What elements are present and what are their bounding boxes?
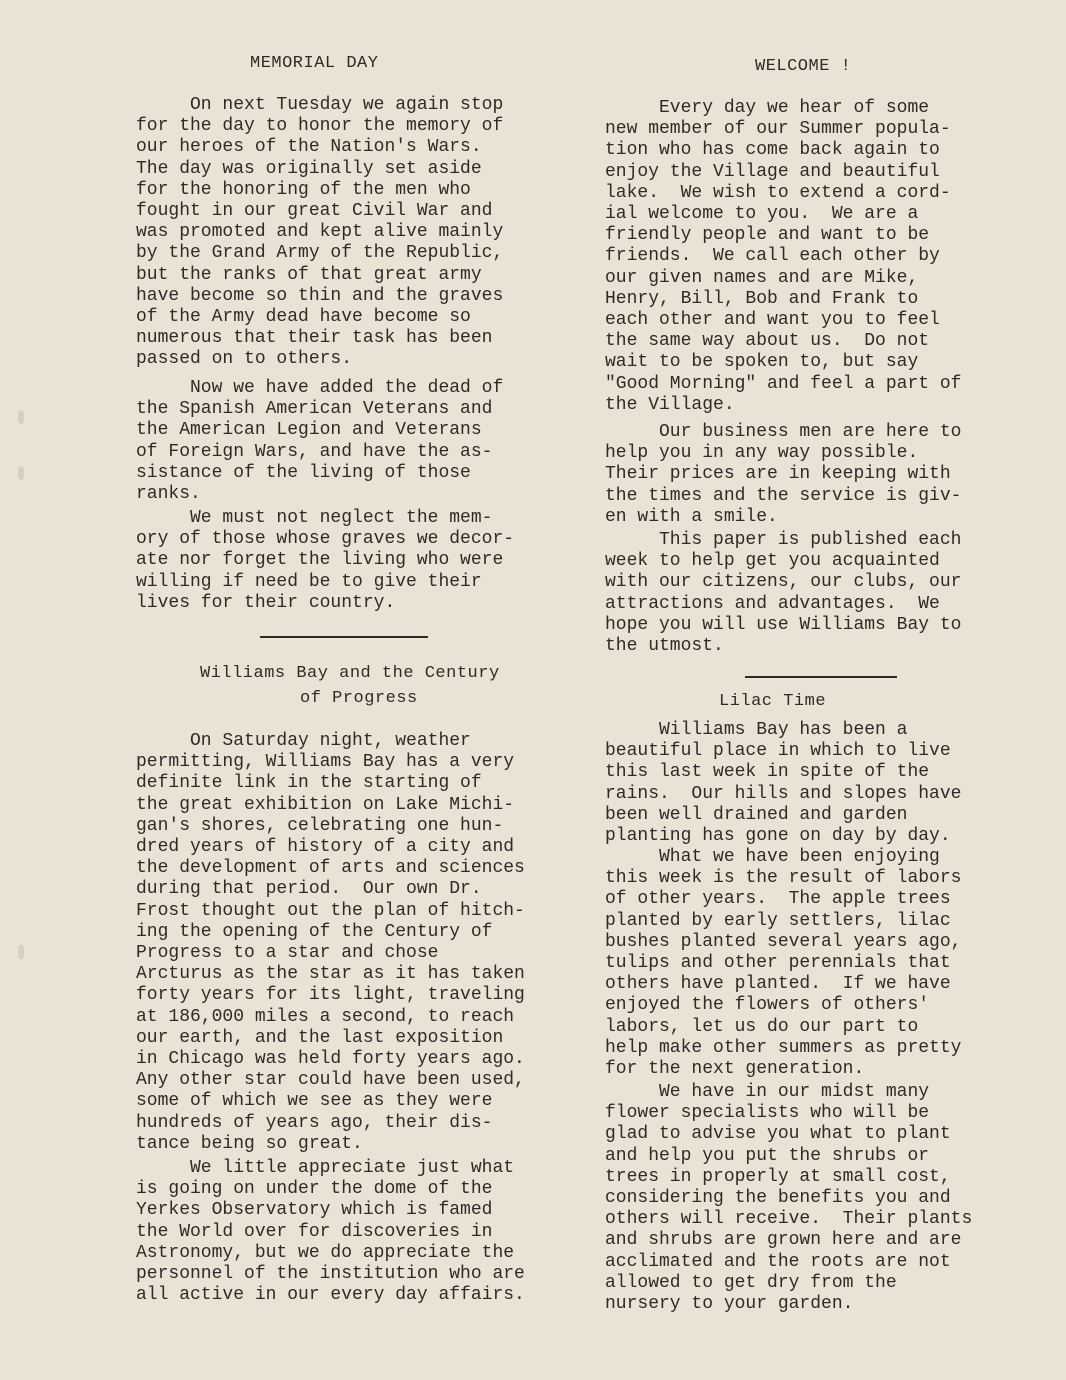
lilac-paragraph-1: Williams Bay has been a beautiful place in which to live this last week in spite of the rains. Our hills and slopes have been well drained and garden planting has gone on day by day. [605,720,962,847]
lilac-paragraph-2: What we have been enjoying this week is the result of labors of other years. The apple trees planted by early settlers, lilac bushes planted several years ago, tulips and other perennials that others have planted. If we have enjoyed the flowers of others' labors, let us do our part to help make other summers as pretty for the next generation. [605,847,962,1080]
binder-hole-mark [18,945,24,959]
welcome-paragraph-3: This paper is published each week to help get you acquainted with our citizens, our clubs, our attractions and advantages. We hope you will use Williams Bay to the utmost. [605,530,962,657]
century-paragraph-2: We little appreciate just what is going on under the dome of the Yerkes Observatory which is famed the World over for discoveries in Astronomy, but we do appreciate the personnel of the institution who are all active in our every day affairs. [136,1158,525,1306]
binder-hole-mark [18,410,24,424]
welcome-paragraph-2: Our business men are here to help you in any way possible. Their prices are in keeping with the times and the service is giv- en with a smile. [605,422,962,527]
welcome-heading: WELCOME ! [755,57,852,76]
century-heading-line-2: of Progress [300,689,418,708]
welcome-paragraph-1: Every day we hear of some new member of our Summer popula- tion who has come back again to enjoy the Village and beautiful lake. We wish to extend a cord- ial welcome to you. We are a friendly people and want to be friends. We call each other by our given names and are Mike, Henry, Bill, Bob and Frank to each other and want you to feel the same way about us. Do not wait to be spoken to, but say "Good Morning" and feel a part of the Village. [605,98,962,415]
lilac-paragraph-3: We have in our midst many flower specialists who will be glad to advise you what to plant and help you put the shrubs or trees in properly at small cost, considering the benefits you and others will receive. Their plants and shrubs are grown here and are acclimated and the roots are not allowed to get dry from the nursery to your garden. [605,1082,973,1315]
century-paragraph-1: On Saturday night, weather permitting, Williams Bay has a very definite link in the starting of the great exhibition on Lake Michi- gan's shores, celebrating one hun- dred years of history of a city and the development of arts and sciences during that period. Our own Dr. Frost thought out the plan of hitch- ing the opening of the Century of Progress to a star and chose Arcturus as the star as it has taken forty years for its light, traveling at 186,000 miles a second, to reach our earth, and the last exposition in Chicago was held forty years ago. Any other star could have been used, some of which we see as they were hundreds of years ago, their dis- tance being so great. [136,731,525,1154]
memorial-day-heading: MEMORIAL DAY [250,54,379,73]
memorial-paragraph-1: On next Tuesday we again stop for the day to honor the memory of our heroes of the Nation's Wars. The day was originally set aside for the honoring of the men who fought in our great Civil War and was promoted and kept alive mainly by the Grand Army of the Republic, but the ranks of that great army have become so thin and the graves of the Army dead have become so numerous that their task has been passed on to others. [136,95,504,370]
section-divider [745,676,897,678]
section-divider [260,636,428,638]
binder-hole-mark [18,466,24,480]
memorial-paragraph-3: We must not neglect the mem- ory of those whose graves we decor- ate nor forget the living who were willing if need be to give their lives for their country. [136,508,515,613]
century-heading-line-1: Williams Bay and the Century [200,664,500,683]
memorial-paragraph-2: Now we have added the dead of the Spanish American Veterans and the American Legion and Veterans of Foreign Wars, and have the as- sistance of the living of those ranks. [136,378,504,505]
lilac-time-heading: Lilac Time [719,692,827,711]
